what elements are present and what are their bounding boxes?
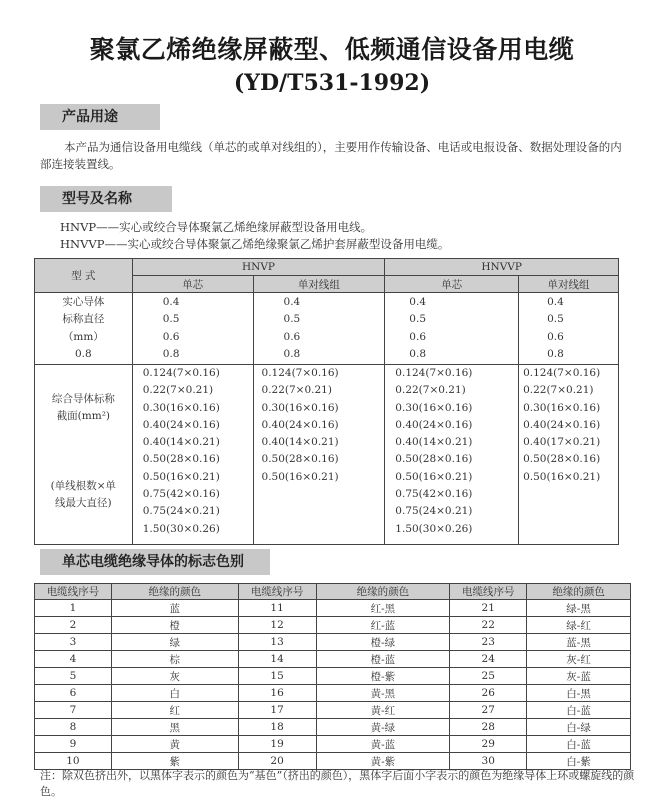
subheader: 单芯 <box>132 276 253 293</box>
subheader: 单芯 <box>385 276 519 293</box>
wire-number-cell: 27 <box>450 702 527 719</box>
wire-number-cell: 9 <box>35 736 112 753</box>
insulation-color-cell: 紫 <box>111 753 238 770</box>
color-code-table <box>34 583 631 770</box>
insulation-color-cell: 黄-绿 <box>316 719 450 736</box>
diameter-value: 0.8 <box>409 347 426 360</box>
wire-number-cell: 6 <box>35 685 112 702</box>
insulation-color-cell: 棕 <box>111 651 238 668</box>
wire-number-cell: 7 <box>35 702 112 719</box>
table-row <box>35 617 631 634</box>
insulation-color-cell: 黄-红 <box>316 702 450 719</box>
section-value: 0.124(7×0.16) <box>523 367 601 379</box>
insulation-color-cell: 黄-紫 <box>316 753 450 770</box>
insulation-color-cell: 白-绿 <box>527 719 631 736</box>
wire-number-cell: 24 <box>450 651 527 668</box>
insulation-color-cell: 橙 <box>111 617 238 634</box>
insulation-color-cell: 灰-红 <box>527 651 631 668</box>
wire-number-cell: 20 <box>238 753 316 770</box>
label-line: 线最大直径) <box>55 496 112 509</box>
model-line-hnvvp: HNVVP——实心或绞合导体聚氯乙烯绝缘聚氯乙烯护套屏蔽型设备用电缆。 <box>60 237 450 251</box>
section-value: 0.124(7×0.16) <box>261 367 339 379</box>
wire-number-cell: 11 <box>238 600 316 617</box>
insulation-color-cell: 红 <box>111 702 238 719</box>
wire-number-cell: 2 <box>35 617 112 634</box>
diameter-value: 0.8 <box>547 347 564 360</box>
table-row <box>35 600 631 617</box>
subheader: 单对线组 <box>253 276 385 293</box>
table-row <box>35 651 631 668</box>
label-line: 截面(mm²) <box>56 410 111 423</box>
wire-number-cell: 1 <box>35 600 112 617</box>
stranded-section-list <box>132 365 253 545</box>
section-value: 0.75(24×0.21) <box>142 505 220 518</box>
solid-diameter-list <box>519 293 619 365</box>
section-value: 0.40(24×0.16) <box>261 418 339 431</box>
group-header-hnvp: HNVP <box>132 259 385 276</box>
wire-number-cell: 30 <box>450 753 527 770</box>
label-line: 标称直径 <box>62 313 105 326</box>
diameter-value: 0.5 <box>409 313 426 326</box>
diameter-value: 0.8 <box>283 347 301 360</box>
label-line: 实心导体 <box>62 295 105 308</box>
wire-number-cell: 25 <box>450 668 527 685</box>
column-header: 电缆线序号 <box>238 584 316 600</box>
stranded-section-list <box>385 365 519 545</box>
table-row <box>35 753 631 770</box>
insulation-color-cell: 绿-黑 <box>527 600 631 617</box>
section-heading-usage: 产品用途 <box>40 104 160 130</box>
section-value: 1.50(30×0.26) <box>142 522 220 535</box>
insulation-color-cell: 黄 <box>111 736 238 753</box>
diameter-value: 0.6 <box>162 330 180 343</box>
section-value: 0.30(16×0.16) <box>395 401 473 414</box>
diameter-value: 0.6 <box>283 330 301 343</box>
section-value: 0.40(24×0.16) <box>523 418 601 431</box>
section-value: 0.50(28×0.16) <box>261 453 339 466</box>
insulation-color-cell: 蓝 <box>111 600 238 617</box>
section-value: 0.30(16×0.16) <box>523 401 601 414</box>
footnote: 注：除双色挤出外，以黑体字表示的颜色为“基色”（挤出的颜色），黑体字后面小字表示的颜色为绝缘导体上环或螺旋线的颜色。 <box>40 769 635 798</box>
section-value: 0.40(14×0.21) <box>261 436 339 449</box>
section-value: 0.22(7×0.21) <box>523 384 594 397</box>
section-value: 0.40(17×0.21) <box>523 436 601 449</box>
section-value: 0.124(7×0.16) <box>395 367 473 379</box>
section-value: 0.50(16×0.21) <box>261 470 339 483</box>
wire-number-cell: 29 <box>450 736 527 753</box>
section-value: 0.30(16×0.16) <box>142 401 220 414</box>
insulation-color-cell: 黄-黑 <box>316 685 450 702</box>
model-spec-table <box>34 258 619 545</box>
diameter-value: 0.6 <box>547 330 564 343</box>
group-header-hnvvp: HNVVP <box>385 259 619 276</box>
diameter-value: 0.4 <box>547 295 564 308</box>
insulation-color-cell: 黑 <box>111 719 238 736</box>
insulation-color-cell: 白-蓝 <box>527 736 631 753</box>
section-value: 0.50(28×0.16) <box>395 453 473 466</box>
solid-diameter-list <box>132 293 253 365</box>
section-value: 0.50(28×0.16) <box>142 453 220 466</box>
column-header: 电缆线序号 <box>450 584 527 600</box>
diameter-value: 0.8 <box>162 347 180 360</box>
wire-number-cell: 22 <box>450 617 527 634</box>
section-value: 0.40(24×0.16) <box>395 418 473 431</box>
subheader: 单对线组 <box>519 276 619 293</box>
table-row <box>35 702 631 719</box>
column-header: 绝缘的颜色 <box>316 584 450 600</box>
wire-number-cell: 17 <box>238 702 316 719</box>
solid-conductor-label <box>35 293 133 365</box>
insulation-color-cell: 绿 <box>111 634 238 651</box>
diameter-value: 0.5 <box>162 313 180 326</box>
wire-number-cell: 16 <box>238 685 316 702</box>
insulation-color-cell: 白-蓝 <box>527 702 631 719</box>
stranded-conductor-label <box>35 365 133 545</box>
wire-number-cell: 14 <box>238 651 316 668</box>
section-heading-models: 型号及名称 <box>40 186 172 212</box>
insulation-color-cell: 绿-红 <box>527 617 631 634</box>
insulation-color-cell: 红-黑 <box>316 600 450 617</box>
wire-number-cell: 13 <box>238 634 316 651</box>
insulation-color-cell: 橙-紫 <box>316 668 450 685</box>
wire-number-cell: 10 <box>35 753 112 770</box>
insulation-color-cell: 白-紫 <box>527 753 631 770</box>
label-line: 综合导体标称 <box>51 393 115 405</box>
section-value: 0.50(16×0.21) <box>395 470 473 483</box>
section-value: 0.75(42×0.16) <box>395 488 473 501</box>
diameter-value: 0.5 <box>547 313 564 326</box>
type-header: 型 式 <box>35 259 133 293</box>
solid-diameter-list <box>385 293 519 365</box>
wire-number-cell: 19 <box>238 736 316 753</box>
section-value: 0.50(28×0.16) <box>523 453 601 466</box>
section-value: 0.40(14×0.21) <box>142 436 220 449</box>
insulation-color-cell: 黄-蓝 <box>316 736 450 753</box>
section-value: 0.40(24×0.16) <box>142 418 220 431</box>
diameter-value: 0.4 <box>162 295 180 308</box>
table-row <box>35 668 631 685</box>
wire-number-cell: 23 <box>450 634 527 651</box>
standard-number: (YD/T531-1992) <box>233 70 431 96</box>
label-line: (单线根数×单 <box>50 479 117 492</box>
insulation-color-cell: 蓝-黑 <box>527 634 631 651</box>
document-title: 聚氯乙烯绝缘屏蔽型、低频通信设备用电缆 <box>89 35 575 64</box>
stranded-section-list <box>253 365 385 545</box>
diameter-value: 0.4 <box>409 295 426 308</box>
wire-number-cell: 15 <box>238 668 316 685</box>
table-row <box>35 719 631 736</box>
insulation-color-cell: 白-黑 <box>527 685 631 702</box>
section-value: 0.75(42×0.16) <box>142 488 220 501</box>
label-line: 0.8 <box>75 347 92 360</box>
section-value: 0.50(16×0.21) <box>142 470 220 483</box>
table-row <box>35 634 631 651</box>
section-value: 1.50(30×0.26) <box>395 522 473 535</box>
insulation-color-cell: 橙-绿 <box>316 634 450 651</box>
wire-number-cell: 3 <box>35 634 112 651</box>
insulation-color-cell: 橙-蓝 <box>316 651 450 668</box>
insulation-color-cell: 红-蓝 <box>316 617 450 634</box>
section-value: 0.75(24×0.21) <box>395 505 473 518</box>
diameter-value: 0.5 <box>283 313 301 326</box>
wire-number-cell: 28 <box>450 719 527 736</box>
solid-diameter-list <box>253 293 385 365</box>
insulation-color-cell: 白 <box>111 685 238 702</box>
section-value: 0.22(7×0.21) <box>261 384 332 397</box>
column-header: 电缆线序号 <box>35 584 112 600</box>
wire-number-cell: 5 <box>35 668 112 685</box>
wire-number-cell: 18 <box>238 719 316 736</box>
wire-number-cell: 8 <box>35 719 112 736</box>
wire-number-cell: 26 <box>450 685 527 702</box>
column-header: 绝缘的颜色 <box>111 584 238 600</box>
model-line-hnvp: HNVP——实心或绞合导体聚氯乙烯绝缘屏蔽型设备用电线。 <box>60 220 373 234</box>
section-value: 0.22(7×0.21) <box>142 384 214 397</box>
section-value: 0.40(14×0.21) <box>395 436 473 449</box>
usage-paragraph: 本产品为通信设备用电缆线（单芯的或单对线组的），主要用作传输设备、电话或电报设备、数据处理设备的内部连接装置线。 <box>40 140 622 171</box>
wire-number-cell: 12 <box>238 617 316 634</box>
wire-number-cell: 21 <box>450 600 527 617</box>
section-value: 0.50(16×0.21) <box>523 470 601 483</box>
section-value: 0.124(7×0.16) <box>142 367 220 379</box>
diameter-value: 0.4 <box>283 295 301 308</box>
table-row <box>35 736 631 753</box>
label-line: （mm） <box>62 330 104 343</box>
insulation-color-cell: 灰-蓝 <box>527 668 631 685</box>
diameter-value: 0.6 <box>409 330 426 343</box>
column-header: 绝缘的颜色 <box>527 584 631 600</box>
table-row <box>35 685 631 702</box>
stranded-section-list <box>519 365 619 545</box>
section-value: 0.30(16×0.16) <box>261 401 339 414</box>
insulation-color-cell: 灰 <box>111 668 238 685</box>
section-value: 0.22(7×0.21) <box>395 384 466 397</box>
section-heading-colors: 单芯电缆绝缘导体的标志色别 <box>40 549 270 575</box>
wire-number-cell: 4 <box>35 651 112 668</box>
